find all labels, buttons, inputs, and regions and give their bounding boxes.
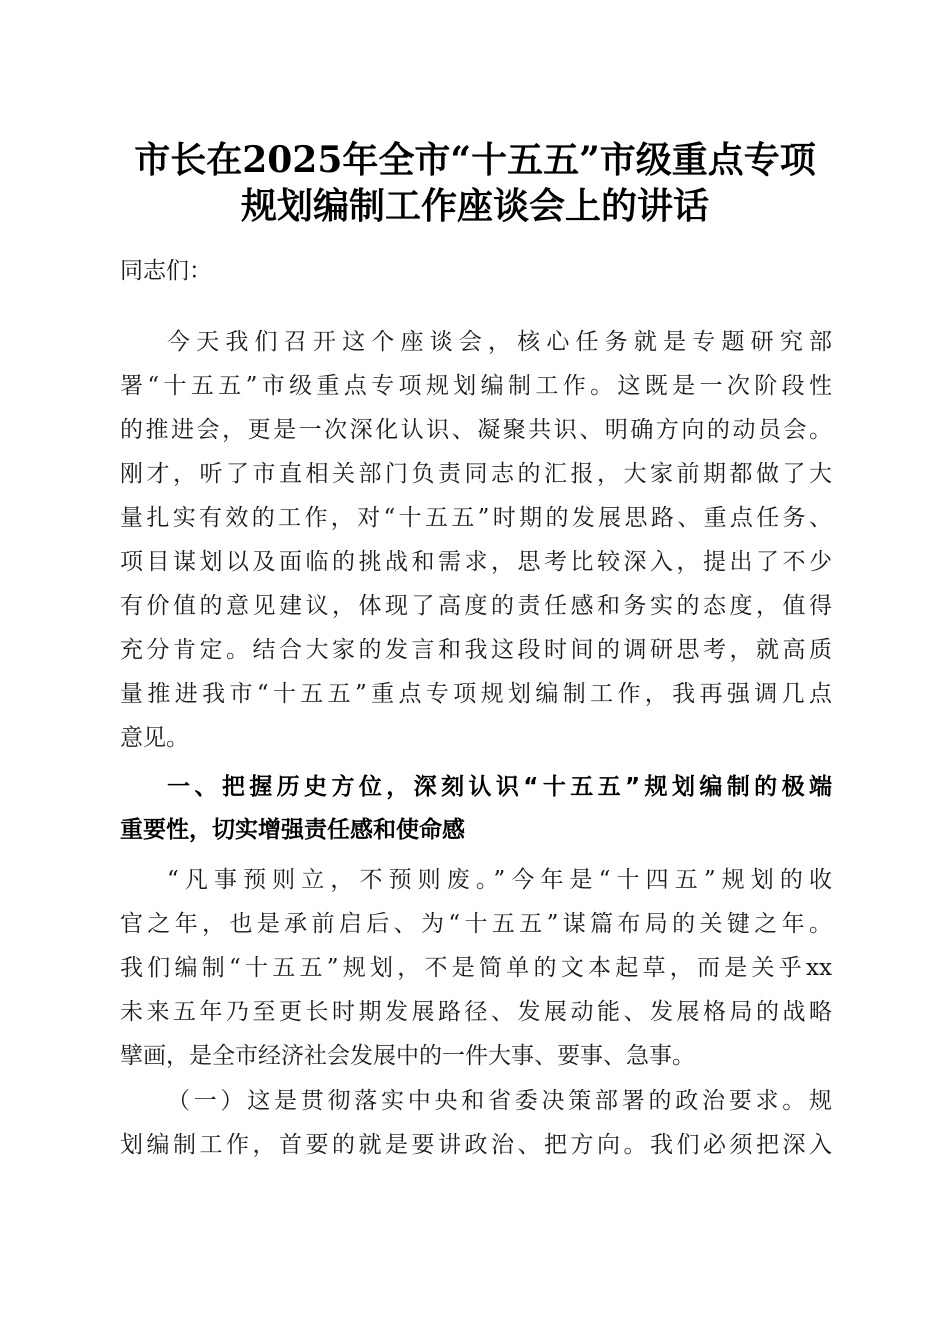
paragraph-1-line: 量扎实有效的工作，对“十五五”时期的发展思路、重点任务、 xyxy=(120,505,832,531)
paragraph-1-line: 的推进会，更是一次深化认识、凝聚共识、明确方向的动员会。 xyxy=(120,417,832,443)
paragraph-2-line: 擘画，是全市经济社会发展中的一件大事、要事、急事。 xyxy=(120,1043,695,1069)
paragraph-2-line: 官之年，也是承前启后、为“十五五”谋篇布局的关键之年。 xyxy=(120,911,832,937)
paragraph-1-line: 量推进我市“十五五”重点专项规划编制工作，我再强调几点 xyxy=(120,681,832,707)
paragraph-3-line: 划编制工作，首要的就是要讲政治、把方向。我们必须把深入 xyxy=(120,1132,832,1158)
section-heading-line: 重要性，切实增强责任感和使命感 xyxy=(120,817,465,843)
paragraph-1-line: 刚才，听了市直相关部门负责同志的汇报，大家前期都做了大 xyxy=(120,461,832,487)
paragraph-1-line: 有价值的意见建议，体现了高度的责任感和务实的态度，值得 xyxy=(120,593,832,619)
paragraph-2-line: “凡事预则立，不预则废。”今年是“十四五”规划的收 xyxy=(167,867,832,893)
paragraph-1-line: 意见。 xyxy=(120,725,189,751)
paragraph-3-line: （一）这是贯彻落实中央和省委决策部署的政治要求。规 xyxy=(167,1088,832,1114)
paragraph-1-line: 今天我们召开这个座谈会，核心任务就是专题研究部 xyxy=(167,329,832,355)
paragraph-2-line: 未来五年乃至更长时期发展路径、发展动能、发展格局的战略 xyxy=(120,999,832,1025)
paragraph-2-line: 我们编制“十五五”规划，不是简单的文本起草，而是关乎xx xyxy=(120,955,832,981)
document-title-line-2: 规划编制工作座谈会上的讲话 xyxy=(240,185,709,227)
section-heading-line: 一、把握历史方位，深刻认识“十五五”规划编制的极端 xyxy=(167,774,832,800)
salutation: 同志们： xyxy=(120,258,212,284)
document-title-line-1: 市长在2025年全市“十五五”市级重点专项 xyxy=(134,139,816,181)
paragraph-1-line: 充分肯定。结合大家的发言和我这段时间的调研思考，就高质 xyxy=(120,637,832,663)
paragraph-1-line: 项目谋划以及面临的挑战和需求，思考比较深入，提出了不少 xyxy=(120,549,832,575)
paragraph-1-line: 署“十五五”市级重点专项规划编制工作。这既是一次阶段性 xyxy=(120,373,832,399)
